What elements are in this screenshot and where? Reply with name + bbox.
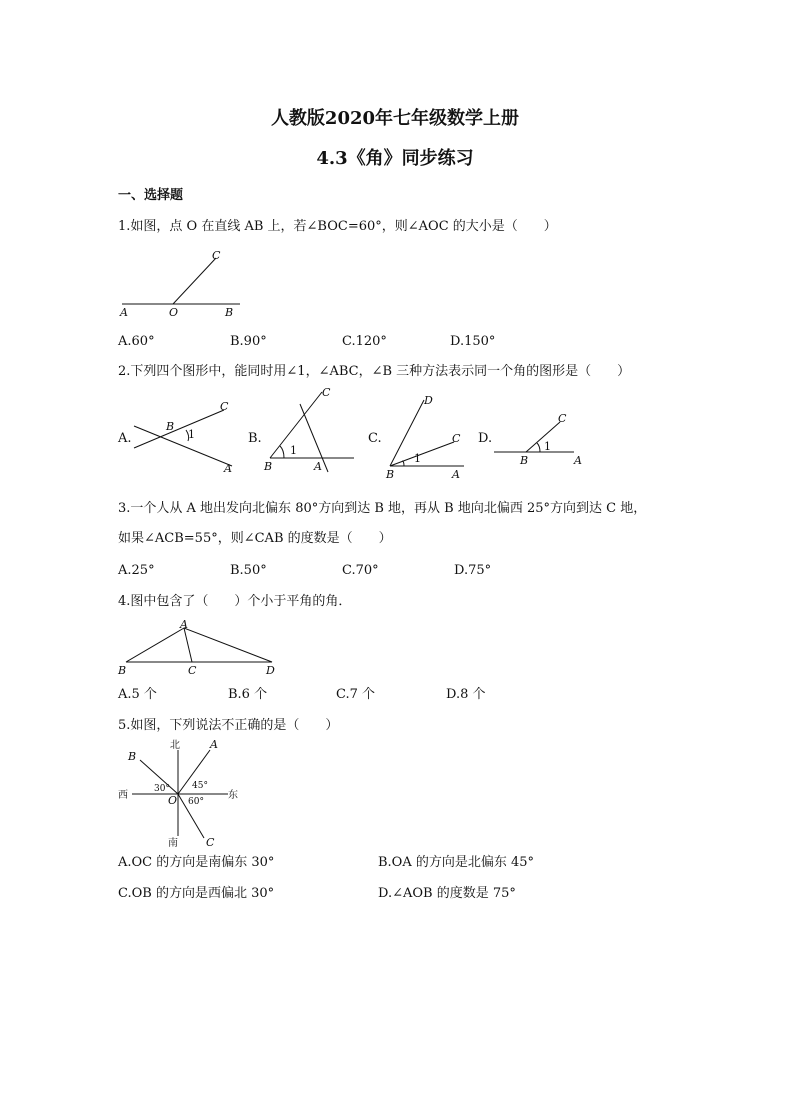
q2b-label-a: A — [314, 460, 322, 473]
q1-label-b: B — [225, 306, 234, 319]
q1-label-o: O — [169, 306, 179, 319]
q5-option-d: D.∠AOB 的度数是 75° — [378, 886, 516, 901]
q1-option-b: B.90° — [230, 334, 267, 349]
q5-label-60: 60° — [188, 797, 204, 807]
question-1-stem: 1.如图，点 O 在直线 AB 上，若∠BOC=60°，则∠AOC 的大小是（ ） — [118, 219, 557, 234]
q5-label-b: B — [128, 750, 137, 763]
q3-option-d: D.75° — [454, 563, 492, 578]
q2b-label-c: C — [322, 386, 331, 399]
q2-figure-c — [382, 390, 472, 482]
q2d-label-a: A — [574, 454, 582, 467]
q5-option-a: A.OC 的方向是南偏东 30° — [118, 855, 275, 870]
question-4-stem: 4.图中包含了（ ）个小于平角的角． — [118, 594, 352, 609]
q2-option-d: D. — [478, 431, 493, 446]
q2b-label-1: 1 — [290, 444, 297, 457]
q5-label-45: 45° — [192, 781, 208, 791]
q4-label-d: D — [266, 664, 275, 677]
document-title: 人教版2020年七年级数学上册 — [270, 108, 520, 129]
q2d-label-b: B — [520, 454, 529, 467]
question-1-figure — [118, 248, 248, 320]
q2c-label-a: A — [452, 468, 460, 481]
q2c-label-b: B — [386, 468, 395, 481]
q3-option-c: C.70° — [342, 563, 379, 578]
document-subtitle: 4.3《角》同步练习 — [316, 148, 474, 169]
q5-label-south: 南 — [168, 838, 178, 849]
q2-option-a: A. — [118, 431, 132, 446]
q2a-label-c: C — [220, 400, 229, 413]
q2b-label-b: B — [264, 460, 273, 473]
question-4-figure — [118, 618, 284, 678]
q4-option-d: D.8 个 — [446, 687, 486, 702]
q3-option-b: B.50° — [230, 563, 267, 578]
q4-label-c: C — [188, 664, 197, 677]
question-3-stem-line-2: 如果∠ACB=55°，则∠CAB 的度数是（ ） — [118, 531, 392, 546]
q5-label-east: 东 — [228, 790, 238, 801]
q2a-label-1: 1 — [188, 428, 195, 441]
q2c-label-1: 1 — [414, 452, 421, 465]
q2-figure-b — [262, 384, 362, 476]
q5-label-c: C — [206, 836, 215, 849]
q1-ray-oc — [173, 258, 216, 304]
question-2-stem: 2.下列四个图形中，能同时用∠1，∠ABC，∠B 三种方法表示同一个角的图形是（ ） — [118, 364, 631, 379]
q5-label-north: 北 — [170, 740, 180, 751]
q2-option-c: C. — [368, 431, 382, 446]
q2-option-b: B. — [248, 431, 262, 446]
q1-option-c: C.120° — [342, 334, 387, 349]
q4-option-b: B.6 个 — [228, 687, 268, 702]
q2-figure-a — [132, 396, 242, 476]
question-3-stem-line-1: 3.一个人从 A 地出发向北偏东 80°方向到达 B 地，再从 B 地向北偏西 25°方向到达 C 地， — [118, 501, 647, 516]
q5-option-b: B.OA 的方向是北偏东 45° — [378, 855, 535, 870]
q2a-label-a: A — [224, 462, 232, 475]
q1-option-d: D.150° — [450, 334, 496, 349]
q2-figure-d — [492, 406, 582, 468]
q2a-label-b: B — [166, 420, 175, 433]
q5-label-o: O — [168, 794, 178, 807]
q1-label-c: C — [212, 249, 221, 262]
q4-label-b: B — [118, 664, 127, 677]
q5-option-c: C.OB 的方向是西偏北 30° — [118, 886, 275, 901]
question-5-stem: 5.如图，下列说法不正确的是（ ） — [118, 718, 339, 733]
q4-label-a: A — [180, 618, 188, 631]
q1-label-a: A — [120, 306, 128, 319]
q4-option-a: A.5 个 — [118, 687, 157, 702]
q3-option-a: A.25° — [118, 563, 155, 578]
q5-label-west: 西 — [118, 790, 128, 801]
section-heading: 一、选择题 — [118, 188, 184, 203]
q1-option-a: A.60° — [118, 334, 155, 349]
q2c-label-c: C — [452, 432, 461, 445]
q4-option-c: C.7 个 — [336, 687, 376, 702]
q2d-label-1: 1 — [544, 440, 551, 453]
q2c-label-d: D — [424, 394, 433, 407]
q5-label-a: A — [210, 738, 218, 751]
q5-label-30: 30° — [154, 784, 170, 794]
question-5-figure — [116, 738, 246, 850]
q2d-label-c: C — [558, 412, 567, 425]
